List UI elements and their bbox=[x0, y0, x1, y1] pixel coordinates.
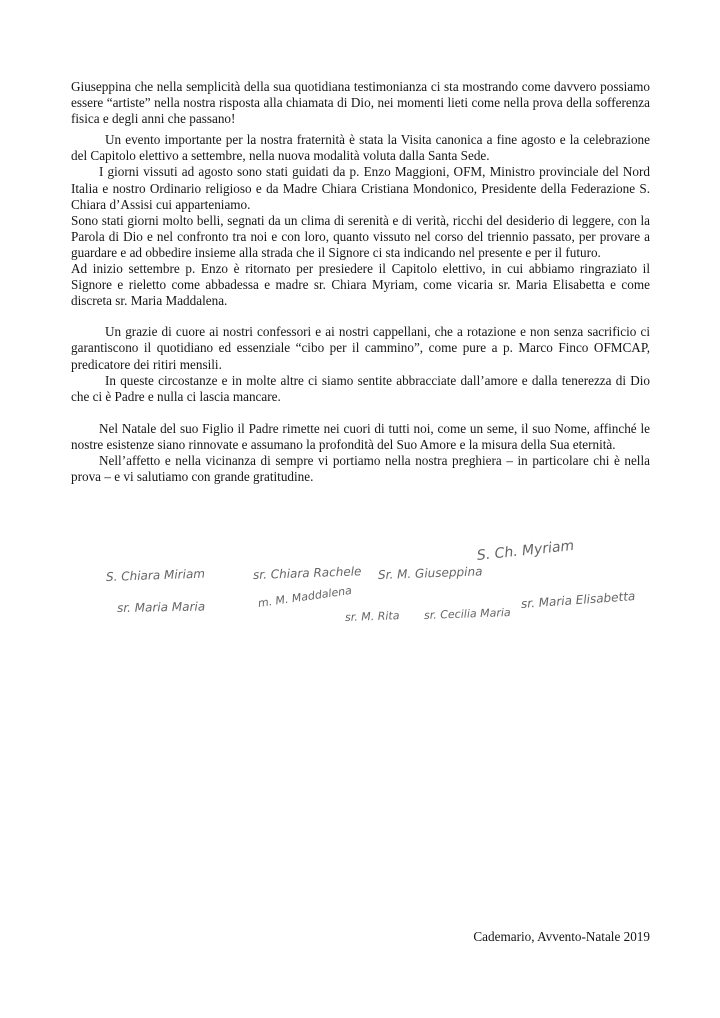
signature-s6: m. M. Maddalena bbox=[257, 583, 353, 610]
paragraph-2: Un evento importante per la nostra fraternità è stata la Visita canonica a fine agosto e la celebrazione del Capitolo elettivo a settembre, nella nuova modalità voluta dalla Santa Sede. bbox=[71, 132, 650, 164]
signature-s7: sr. M. Rita bbox=[344, 609, 400, 624]
paragraph-9: Nell’affetto e nella vicinanza di sempre vi portiamo nella nostra preghiera – in particolare chi è nella prova – e vi salutiamo con grande gratitudine. bbox=[71, 452, 650, 485]
signature-s5: sr. Maria Maria bbox=[116, 599, 206, 615]
signature-s8: sr. Cecilia Maria bbox=[423, 605, 511, 622]
paragraph-spacer bbox=[71, 309, 650, 324]
signature-s2: S. Chiara Miriam bbox=[105, 566, 206, 584]
paragraph-5: Ad inizio settembre p. Enzo è ritornato per presiedere il Capitolo elettivo, in cui abbiamo ringraziato il Signore e rieletto come abbadessa e madre sr. Chiara Myriam, come vicaria sr. Maria Elisabetta e come discreta sr. Maria Maddalena. bbox=[71, 261, 650, 309]
paragraph-spacer bbox=[71, 405, 650, 421]
paragraph-6: Un grazie di cuore ai nostri confessori e ai nostri cappellani, che a rotazione e non senza sacrificio ci garantiscono il quotidiano ed essenziale “cibo per il cammino”, come pure a p. Marco Finco OFMCAP, predicatore dei ritiri mensili. bbox=[71, 324, 650, 372]
signature-block bbox=[0, 537, 720, 640]
signature-s9: sr. Maria Elisabetta bbox=[520, 589, 636, 611]
document-body bbox=[71, 79, 650, 485]
paragraph-4: Sono stati giorni molto belli, segnati da un clima di serenità e di verità, ricchi del desiderio di leggere, con la Parola di Dio e nel confronto tra noi e con loro, quanto vissuto nel corso del triennio passato, per provare a guardare e ad obbedire insieme alla strada che il Signore ci sta indicando nel presente e per il futuro. bbox=[71, 212, 650, 260]
paragraph-3: I giorni vissuti ad agosto sono stati guidati da p. Enzo Maggioni, OFM, Ministro provinciale del Nord Italia e nostro Ordinario religioso e da Madre Chiara Cristiana Mondonico, Presidente della Federazione S. Chiara d’Assisi cui apparteniamo. bbox=[71, 164, 650, 212]
signature-s1: S. Ch. Myriam bbox=[476, 537, 575, 564]
paragraph-7: In queste circostanze e in molte altre ci siamo sentite abbracciate dall’amore e dalla tenerezza di Dio che ci è Padre e nulla ci lascia mancare. bbox=[71, 372, 650, 404]
paragraph-1: Giuseppina che nella semplicità della sua quotidiana testimonianza ci sta mostrando come davvero possiamo essere “artiste” nella nostra risposta alla chiamata di Dio, nei momenti lieti come nella prova della sofferenza fisica e degli anni che passano! bbox=[71, 79, 650, 127]
signature-s3: sr. Chiara Rachele bbox=[252, 564, 362, 582]
footer-place-date: Cademario, Avvento-Natale 2019 bbox=[473, 929, 650, 944]
signature-s4: Sr. M. Giuseppina bbox=[377, 564, 483, 582]
paragraph-8: Nel Natale del suo Figlio il Padre rimette nei cuori di tutti noi, come un seme, il suo Nome, affinché le nostre esistenze siano rinnovate e assumano la profondità del Suo Amore e la misura della Sua eternità. bbox=[71, 420, 650, 452]
